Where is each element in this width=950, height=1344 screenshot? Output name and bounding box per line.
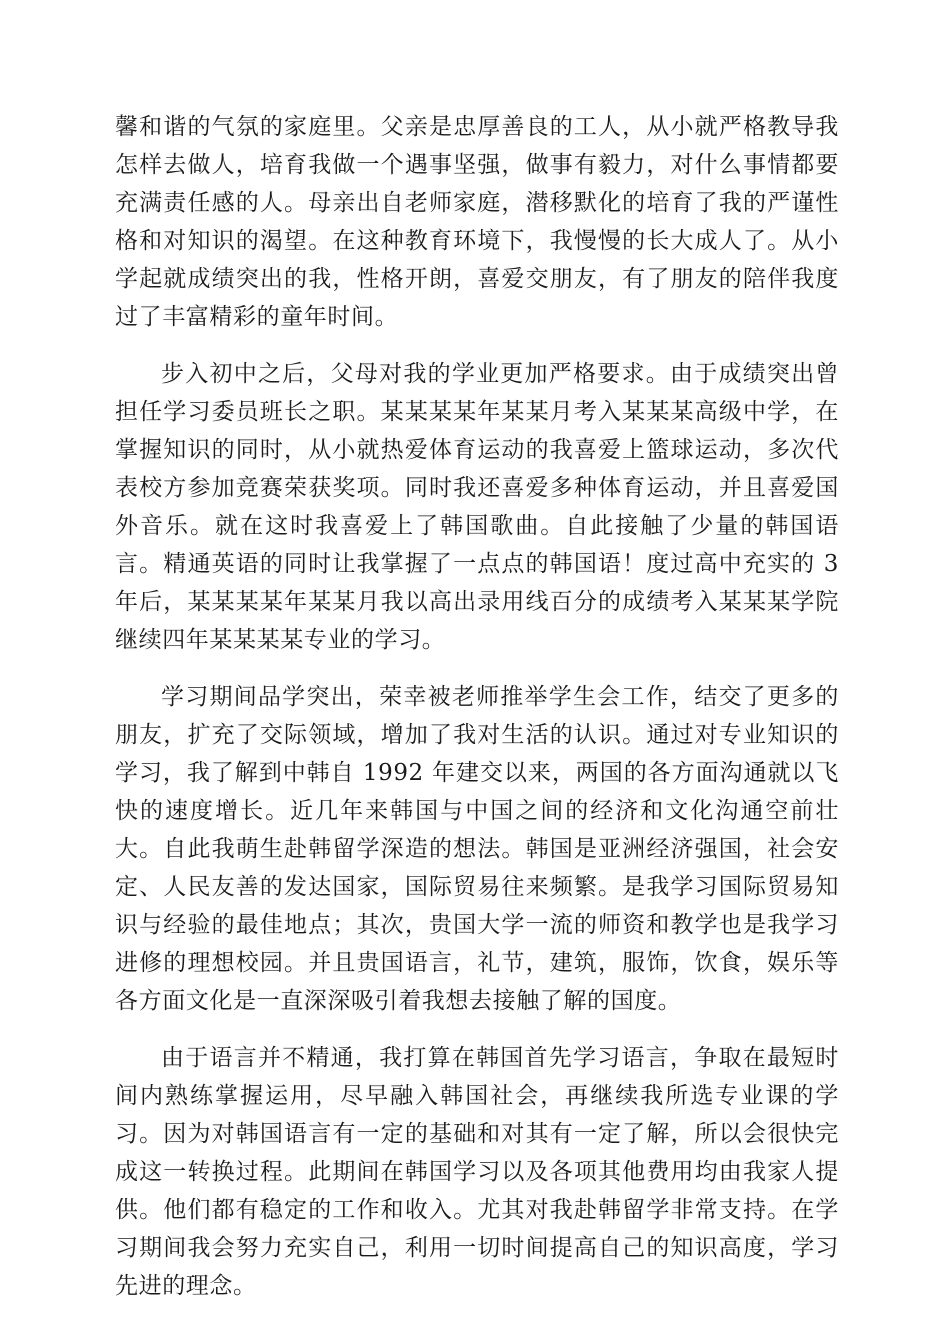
document-body — [115, 108, 839, 1324]
paragraph-middle-school: 步入初中之后，父母对我的学业更加严格要求。由于成绩突出曾担任学习委员班长之职。某某某某年某某月考入某某某高级中学，在掌握知识的同时，从小就热爱体育运动的我喜爱上篮球运动，多次代表校方参加竞赛荣获奖项。同时我还喜爱多种体育运动，并且喜爱国外音乐。就在这时我喜爱上了韩国歌曲。自此接触了少量的韩国语言。精通英语的同时让我掌握了一点点的韩国语！度过高中充实的 3 年后，某某某某年某某月我以高出录用线百分的成绩考入某某某学院继续四年某某某某专业的学习。 — [115, 361, 839, 653]
paragraph-study-plan: 由于语言并不精通，我打算在韩国首先学习语言，争取在最短时间内熟练掌握运用，尽早融入韩国社会，再继续我所选专业课的学习。因为对韩国语言有一定的基础和对其有一定了解，所以会很快完成这一转换过程。此期间在韩国学习以及各项其他费用均由我家人提供。他们都有稳定的工作和收入。尤其对我赴韩留学非常支持。在学习期间我会努力充实自己，利用一切时间提高自己的知识高度，学习先进的理念。 — [115, 1045, 839, 1299]
paragraph-university-study: 学习期间品学突出，荣幸被老师推举学生会工作，结交了更多的朋友，扩充了交际领域，增加了我对生活的认识。通过对专业知识的学习，我了解到中韩自 1992 年建交以来，两国的各方面沟通就以飞快的速度增长。近几年来韩国与中国之间的经济和文化沟通空前壮大。自此我萌生赴韩留学深造的想法。韩国是亚洲经济强国，社会安定、人民友善的发达国家，国际贸易往来频繁。是我学习国际贸易知识与经验的最佳地点；其次，贵国大学一流的师资和教学也是我学习进修的理想校园。并且贵国语言，礼节，建筑，服饰，饮食，娱乐等各方面文化是一直深深吸引着我想去接触了解的国度。 — [115, 684, 839, 1014]
paragraph-family-background: 馨和谐的气氛的家庭里。父亲是忠厚善良的工人，从小就严格教导我怎样去做人，培育我做一个遇事坚强，做事有毅力，对什么事情都要充满责任感的人。母亲出自老师家庭，潜移默化的培育了我的严谨性格和对知识的渴望。在这种教育环境下，我慢慢的长大成人了。从小学起就成绩突出的我，性格开朗，喜爱交朋友，有了朋友的陪伴我度过了丰富精彩的童年时间。 — [115, 114, 839, 330]
